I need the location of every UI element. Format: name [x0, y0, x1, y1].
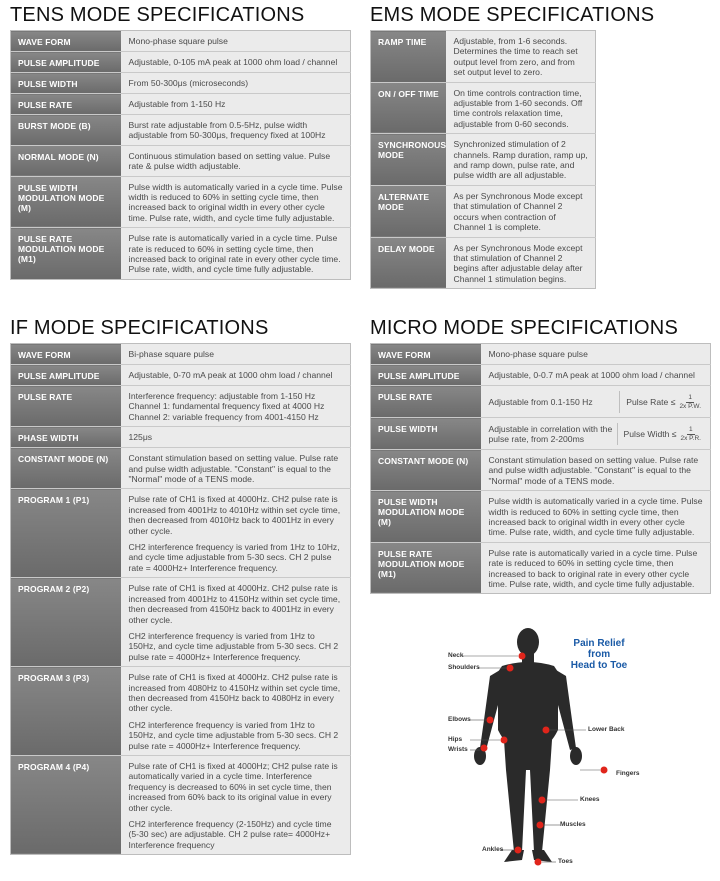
title-line: Pain Relief: [573, 638, 625, 649]
label-fingers: Fingers: [616, 770, 640, 777]
row-value: [446, 185, 596, 237]
if-row: [11, 427, 351, 448]
label-shoulders: Shoulders: [448, 664, 480, 671]
row-label: PULSE RATE MODULATION MODE (M1): [371, 542, 481, 594]
label-toes: Toes: [558, 858, 573, 865]
row-value: Adjustable, 0-0.7 mA peak at 1000 ohm load / channel: [481, 365, 711, 386]
row-label: PULSE AMPLITUDE: [11, 365, 121, 386]
value-paragraph: Burst rate adjustable from 0.5-5Hz, pulse width adjustable from 50-300μs, frequency fixed at 100Hz: [128, 120, 326, 141]
formula-label: Pulse Rate ≤: [626, 396, 676, 407]
label-neck: Neck: [448, 652, 464, 659]
title-line: Head to Toe: [570, 660, 628, 671]
row-value: [121, 31, 351, 52]
row-value: Constant stimulation based on setting value. Pulse rate and pulse width adjustable. "Constant" is equal to the "Normal" mode of a TENS mode.: [481, 450, 711, 491]
value-paragraph: Continuous stimulation based on setting value. Pulse rate & pulse width adjustable.: [128, 150, 331, 172]
row-value: [446, 31, 596, 83]
if-row: [11, 344, 351, 365]
tens-title: TENS MODE SPECIFICATIONS: [10, 4, 305, 26]
title-line: from: [587, 649, 611, 660]
if-row: [11, 755, 351, 854]
micro-row-pulse-rate: [371, 386, 711, 418]
row-value: [121, 667, 351, 756]
row-label: DELAY MODE: [371, 237, 446, 289]
tens-section: [10, 4, 351, 280]
if-row: [11, 489, 351, 578]
row-label: NORMAL MODE (N): [11, 145, 121, 176]
value-paragraph: CH2 interference frequency is varied from 1Hz to 150Hz, and cycle time adjustable from 5-30 secs. CH 2 pulse rate = 4000Hz+ Interference frequency.: [128, 630, 339, 662]
row-label: CONSTANT MODE (N): [11, 448, 121, 489]
row-label: PULSE RATE: [371, 386, 481, 418]
ems-section: [370, 4, 655, 289]
tens-row: [11, 73, 351, 94]
value-paragraph: Adjustable, from 1-6 seconds. Determines the time to reach set output level from zero, and from set output level to zero.: [453, 36, 578, 78]
row-label: RAMP TIME: [371, 31, 446, 83]
row-label: PROGRAM 3 (P3): [11, 667, 121, 756]
ems-row: [371, 31, 596, 83]
ems-row: [371, 134, 596, 186]
pulse-rate-formula: [619, 391, 703, 413]
row-value: [121, 145, 351, 176]
row-value: [121, 365, 351, 386]
row-value: [121, 115, 351, 146]
value-paragraph: Mono-phase square pulse: [128, 36, 228, 46]
row-label: PULSE AMPLITUDE: [371, 365, 481, 386]
value-paragraph: Bi-phase square pulse: [128, 349, 215, 359]
row-value: [121, 448, 351, 489]
row-value: Mono-phase square pulse: [481, 344, 711, 365]
fraction-numerator: 1: [688, 425, 693, 433]
row-value: [121, 94, 351, 115]
row-label: PULSE WIDTH: [11, 73, 121, 94]
row-value: [121, 344, 351, 365]
fraction-denominator: 2x P.W.: [679, 402, 701, 410]
row-label: CONSTANT MODE (N): [371, 450, 481, 491]
value-paragraph: Pulse rate of CH1 is fixed at 4000Hz. CH2 pulse rate is increased from 4001Hz to 4150Hz within set cycle time, then decreased from 4150Hz back to 4001Hz in every other cycle.: [128, 583, 341, 625]
ems-row: [371, 237, 596, 289]
tens-row: [11, 176, 351, 228]
row-label: WAVE FORM: [371, 344, 481, 365]
tens-row: [11, 115, 351, 146]
row-value: [121, 52, 351, 73]
row-label: ALTERNATE MODE: [371, 185, 446, 237]
row-value: [121, 755, 351, 854]
ems-row: [371, 82, 596, 134]
row-value: Adjustable in correlation with the pulse rate, from 2-200ms: [488, 423, 613, 444]
value-paragraph: CH2 interference frequency (2-150Hz) and cycle time (5-30 sec) are adjustable. CH 2 pulse rate= 4000Hz+ Interference frequency: [128, 819, 332, 850]
micro-row-pulse-width: [371, 418, 711, 450]
if-row: [11, 365, 351, 386]
value-paragraph: As per Synchronous Mode except that stimulation of Channel 2 begins after adjustable delay after Channel 1 stimulation begins.: [453, 242, 583, 284]
micro-row-constant-mode: [371, 450, 711, 491]
formula-fraction: [679, 426, 703, 443]
value-paragraph: CH2 interference frequency is varied from 1Hz to 150Hz, and cycle time adjustable from 5-30 secs. CH 2 pulse rate = 4000Hz+ Interference frequency.: [128, 719, 339, 751]
pulse-width-formula: [617, 423, 703, 445]
row-label: BURST MODE (B): [11, 115, 121, 146]
row-label: SYNCHRONOUS MODE: [371, 134, 446, 186]
if-row: [11, 578, 351, 667]
micro-title: MICRO MODE SPECIFICATIONS: [370, 317, 678, 339]
value-paragraph: Pulse width is automatically varied in a cycle time. Pulse width is reduced to 60% in setting cycle time, then increased back to original width in every other cycle time. Pulse rate, width, and cycle time fully adjustable.: [128, 181, 343, 223]
micro-row-pwm-mode: [371, 491, 711, 543]
row-value: [121, 176, 351, 228]
value-paragraph: Pulse rate of CH1 is fixed at 4000Hz. CH2 pulse rate is increased from 4001Hz to 4010Hz within set cycle time, then decreased from 4010Hz back to 4001Hz in every other cycle.: [128, 494, 341, 536]
row-value: [121, 386, 351, 427]
row-value: [121, 578, 351, 667]
value-paragraph: Pulse rate of CH1 is fixed at 4000Hz. CH2 pulse rate is increased from 4080Hz to 4150Hz within set cycle time, then decreased from 4150Hz back to 4080Hz in every other cycle.: [128, 672, 341, 714]
fraction-denominator: 2x P.R.: [680, 434, 701, 442]
label-elbows: Elbows: [448, 716, 471, 723]
label-lower-back: Lower Back: [588, 726, 625, 733]
fraction-numerator: 1: [688, 393, 693, 401]
tens-row: [11, 52, 351, 73]
label-muscles: Muscles: [560, 821, 586, 828]
row-value: Pulse rate is automatically varied in a cycle time. Pulse rate is reduced to 60% in setting cycle time, then increased to back to original rate in every other cycle time. Pulse rate, width, and cycle time fully adjustable.: [481, 542, 711, 594]
row-value: [446, 134, 596, 186]
if-title: IF MODE SPECIFICATIONS: [10, 317, 269, 339]
row-label: PULSE WIDTH MODULATION MODE (M): [371, 491, 481, 543]
ems-table: [370, 30, 596, 289]
row-value: [446, 237, 596, 289]
value-paragraph: Pulse rate is automatically varied in a cycle time. Pulse rate is reduced to 60% in setting cycle time, then increased back to original rate in every other cycle time. Pulse rate, width, and cycle time fully adjustable.: [128, 233, 341, 275]
value-paragraph: From 50-300μs (microseconds): [128, 78, 249, 88]
value-paragraph: Constant stimulation based on setting value. Pulse rate and pulse width adjustable. "Constant" is equal to the "Normal" mode of a TENS mode.: [128, 453, 339, 485]
tens-row: [11, 94, 351, 115]
row-label: PHASE WIDTH: [11, 427, 121, 448]
value-paragraph: Interference frequency: adjustable from 1-150 Hz Channel 1: fundamental frequency fixed at 4000 Hz Channel 2: variable frequency from 4001-4150 Hz: [128, 391, 325, 422]
micro-section: [370, 317, 711, 594]
micro-row-prm-mode: [371, 542, 711, 594]
row-value: [121, 73, 351, 94]
row-value: Adjustable from 0.1-150 Hz: [488, 396, 593, 407]
row-label: PULSE RATE: [11, 386, 121, 427]
row-label: PROGRAM 1 (P1): [11, 489, 121, 578]
row-value: [121, 427, 351, 448]
if-row: [11, 667, 351, 756]
if-table: [10, 343, 351, 855]
row-label: ON / OFF TIME: [371, 82, 446, 134]
row-label: WAVE FORM: [11, 31, 121, 52]
if-row: [11, 448, 351, 489]
row-value: [121, 228, 351, 280]
value-paragraph: CH2 interference frequency is varied from 1Hz to 10Hz, and cycle time adjustable from 5-30 secs. CH 2 pulse rate = 4000Hz+ Interference frequency.: [128, 542, 340, 573]
row-value: [121, 489, 351, 578]
value-paragraph: Adjustable from 1-150 Hz: [128, 99, 226, 109]
if-section: [10, 317, 351, 855]
micro-table: [370, 343, 711, 594]
row-label: PULSE WIDTH MODULATION MODE (M): [11, 176, 121, 228]
value-paragraph: Pulse rate of CH1 is fixed at 4000Hz; CH2 pulse rate is automatically varied in a cycle time. Interference frequency is decreased to 60% in set cycle time, then increased from 60% back to its original value in every other cycle.: [128, 760, 338, 813]
row-value: [446, 82, 596, 134]
row-label: PROGRAM 4 (P4): [11, 755, 121, 854]
row-label: PULSE RATE MODULATION MODE (M1): [11, 228, 121, 280]
micro-row-wave-form: [371, 344, 711, 365]
tens-table: [10, 30, 351, 280]
if-row: [11, 386, 351, 427]
value-paragraph: As per Synchronous Mode except that stimulation of Channel 2 occurs when contraction of Channel 1 is complete.: [453, 190, 583, 233]
value-paragraph: Adjustable, 0-70 mA peak at 1000 ohm load / channel: [128, 370, 333, 380]
label-hips: Hips: [448, 736, 463, 743]
row-label: PROGRAM 2 (P2): [11, 578, 121, 667]
ems-title: EMS MODE SPECIFICATIONS: [370, 4, 655, 26]
row-label: PULSE AMPLITUDE: [11, 52, 121, 73]
value-paragraph: Synchronized stimulation of 2 channels. Ramp duration, ramp up, and ramp down, pulse rate, and pulse width are all adjustable.: [453, 139, 588, 181]
tens-row: [11, 228, 351, 280]
formula-label: Pulse Width ≤: [623, 428, 677, 439]
label-ankles: Ankles: [482, 846, 504, 853]
row-value: Pulse width is automatically varied in a cycle time. Pulse width is reduced to 60% in setting cycle time, then increased back to original width in every other cycle time. Pulse rate, width, and cycle time fully adjustable.: [481, 491, 711, 543]
row-label: WAVE FORM: [11, 344, 121, 365]
row-label: PULSE WIDTH: [371, 418, 481, 450]
tens-row: [11, 31, 351, 52]
ems-row: [371, 185, 596, 237]
value-paragraph: 125μs: [128, 432, 153, 443]
tens-row: [11, 145, 351, 176]
value-paragraph: Adjustable, 0-105 mA peak at 1000 ohm load / channel: [128, 57, 338, 67]
formula-fraction: [677, 394, 703, 411]
label-knees: Knees: [580, 796, 600, 803]
pain-relief-figure: [430, 620, 670, 870]
value-paragraph: On time controls contraction time, adjustable from 1-60 seconds. Off time controls relaxation time, adjustable from 0-60 seconds.: [453, 87, 583, 129]
row-label: PULSE RATE: [11, 94, 121, 115]
micro-row-pulse-amplitude: [371, 365, 711, 386]
label-wrists: Wrists: [448, 746, 468, 753]
human-silhouette-icon: [430, 620, 670, 870]
